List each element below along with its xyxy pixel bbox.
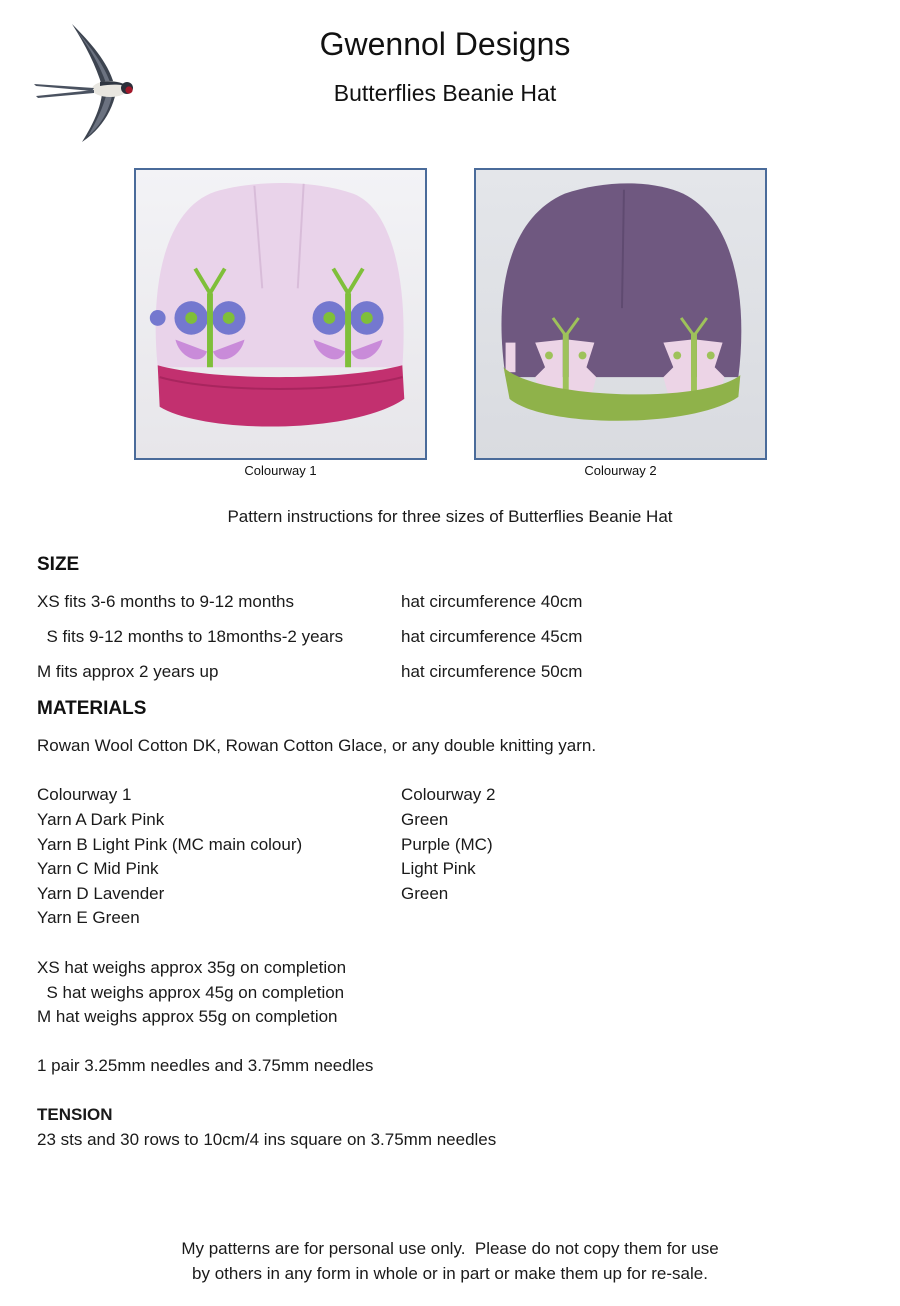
size-heading: SIZE bbox=[37, 554, 80, 575]
hat-photo-colourway-1 bbox=[134, 168, 427, 460]
needles-text: 1 pair 3.25mm needles and 3.75mm needles bbox=[37, 1056, 374, 1075]
colourway-1-yarn: Yarn A Dark Pink bbox=[37, 810, 165, 829]
caption-colourway-1: Colourway 1 bbox=[244, 463, 317, 478]
size-fit-s: S fits 9-12 months to 18months-2 years bbox=[37, 627, 344, 646]
tension-text: 23 sts and 30 rows to 10cm/4 ins square on 3.75mm needles bbox=[37, 1130, 497, 1149]
yarn-note: Rowan Wool Cotton DK, Rowan Cotton Glace, or any double knitting yarn. bbox=[37, 736, 597, 755]
colourway-1-yarn: Yarn D Lavender bbox=[37, 884, 165, 903]
weight-xs: XS hat weighs approx 35g on completion bbox=[37, 958, 347, 977]
size-circumference-xs: hat circumference 40cm bbox=[401, 592, 583, 611]
colourway-2-yarn: Light Pink bbox=[401, 859, 476, 878]
colourway-2-label: Colourway 2 bbox=[401, 785, 496, 804]
weight-s: S hat weighs approx 45g on completion bbox=[37, 983, 345, 1002]
size-circumference-s: hat circumference 45cm bbox=[401, 627, 583, 646]
colourway-1-yarn: Yarn E Green bbox=[37, 908, 140, 927]
size-circumference-m: hat circumference 50cm bbox=[401, 662, 583, 681]
size-fit-m: M fits approx 2 years up bbox=[37, 662, 219, 681]
pattern-title: Butterflies Beanie Hat bbox=[333, 80, 557, 106]
copyright-notice bbox=[0, 1236, 900, 1286]
colourway-2-yarn: Green bbox=[401, 810, 449, 829]
colourway-2-yarn: Green bbox=[401, 884, 449, 903]
colourway-2-yarn: Purple (MC) bbox=[401, 835, 493, 854]
colourway-1-yarn: Yarn C Mid Pink bbox=[37, 859, 159, 878]
tension-heading: TENSION bbox=[37, 1105, 113, 1124]
colourway-1-yarn: Yarn B Light Pink (MC main colour) bbox=[37, 835, 303, 854]
copyright-line-1: My patterns are for personal use only. Please do not copy them for use bbox=[181, 1239, 719, 1258]
hat-photo-colourway-2 bbox=[474, 168, 767, 460]
materials-heading: MATERIALS bbox=[37, 698, 147, 719]
weight-m: M hat weighs approx 55g on completion bbox=[37, 1007, 338, 1026]
caption-colourway-2: Colourway 2 bbox=[584, 463, 657, 478]
intro-text: Pattern instructions for three sizes of Butterflies Beanie Hat bbox=[227, 507, 673, 526]
brand-title: Gwennol Designs bbox=[319, 26, 571, 62]
copyright-line-2: by others in any form in whole or in part or make them up for re-sale. bbox=[192, 1264, 708, 1283]
colourway-1-label: Colourway 1 bbox=[37, 785, 132, 804]
size-fit-xs: XS fits 3-6 months to 9-12 months bbox=[37, 592, 295, 611]
